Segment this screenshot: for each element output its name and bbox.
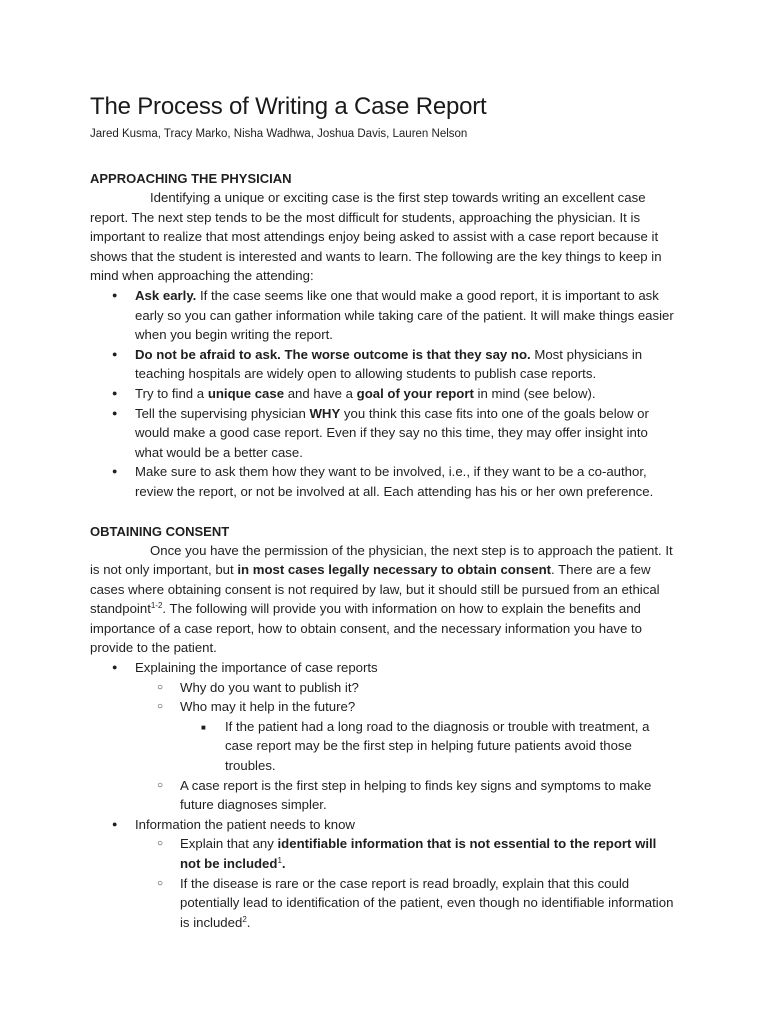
item-text: Explaining the importance of case reports — [135, 660, 378, 676]
section-heading-approaching: APPROACHING THE PHYSICIAN — [90, 171, 292, 186]
list-item — [135, 874, 678, 933]
author-list: Jared Kusma, Tracy Marko, Nisha Wadhwa, Joshua Davis, Lauren Nelson — [90, 128, 468, 140]
item-text: A case report is the first step in helping to finds key signs and symptoms to make future diagnoses simpler. — [180, 777, 652, 813]
key-points-list — [90, 286, 678, 502]
bold-text: unique case — [207, 385, 285, 401]
list-item — [135, 834, 678, 873]
intro-text: . The following will provide you with information on how to explain the benefits and importance of a case report, how to obtain consent, and the necessary information you have to provide to the patient. — [90, 601, 643, 656]
item-text: Explain that any — [180, 836, 278, 852]
bold-text: goal of your report — [356, 385, 474, 401]
item-text: you think this case fits into one of the goals below or would make a good case report. Even if they say no this time, they may offer insight into what would be a better case. — [135, 405, 649, 460]
list-item — [135, 776, 678, 815]
list-item — [90, 462, 678, 501]
item-text: If the disease is rare or the case report is read broadly, explain that this could potentially lead to identification of the patient, even though no identifiable information is included — [180, 875, 674, 930]
consent-outline — [90, 658, 678, 932]
section-intro-approaching: Identifying a unique or exciting case is the first step towards writing an excellent case report. The next step tends to be the most difficult for students, approaching the physician. It is important to realize that most attendings enjoy being asked to assist with a case report because it shows that the student is interested and wants to learn. The following are the key things to keep in mind when approaching the attending: — [90, 190, 662, 284]
item-text: If the case seems like one that would make a good report, it is important to ask early so you can gather information while taking care of the patient. It will make things easier when you begin writing the report. — [135, 287, 674, 343]
bold-text: WHY — [309, 405, 341, 421]
bold-text: identifiable information that is not essential to the report will not be included — [180, 836, 657, 871]
sub-list — [135, 834, 678, 932]
bold-text: Ask early. — [135, 287, 197, 303]
item-text: Tell the supervising physician — [135, 405, 310, 421]
section-intro-consent — [90, 541, 678, 659]
citation-superscript: 1 — [277, 856, 282, 865]
list-item — [180, 717, 678, 776]
item-text: . — [246, 914, 251, 930]
list-item — [90, 404, 678, 463]
citation-superscript: 2 — [242, 914, 247, 924]
section-heading-consent: OBTAINING CONSENT — [90, 523, 230, 539]
item-text: and have a — [284, 385, 357, 401]
document-title: The Process of Writing a Case Report — [90, 93, 487, 120]
list-item — [135, 697, 678, 775]
list-item — [90, 286, 678, 345]
list-item — [135, 678, 678, 698]
intro-text: Once you have the permission of the physician, the next step is to approach the patient. It is not only important, but — [90, 542, 673, 578]
list-item — [90, 384, 678, 404]
citation-superscript: 1-2 — [150, 601, 163, 611]
item-text: If the patient had a long road to the diagnosis or trouble with treatment, a case report may be the first step in helping future patients avoid those troubles. — [225, 718, 650, 774]
list-item — [90, 345, 678, 384]
list-item — [90, 815, 678, 933]
bold-text: . — [281, 856, 286, 871]
item-text: Try to find a — [135, 385, 208, 401]
item-text: in mind (see below). — [473, 385, 596, 401]
list-item — [90, 658, 678, 815]
bold-text: in most cases legally necessary to obtain consent — [237, 562, 552, 578]
sub-sub-list — [180, 717, 678, 776]
item-text: Make sure to ask them how they want to be involved, i.e., if they want to be a co-author, review the report, or not be involved at all. Each attending has his or her own preference. — [135, 464, 654, 499]
intro-text: . There are a few cases where obtaining consent is not required by law, but it should still be pursued from an ethical standpoint — [90, 562, 660, 617]
item-text: Why do you want to publish it? — [180, 679, 359, 695]
bold-text: Do not be afraid to ask. The worse outcome is that they say no. — [135, 346, 531, 362]
sub-list — [135, 678, 678, 815]
item-text: Who may it help in the future? — [180, 699, 356, 715]
item-text: Information the patient needs to know — [135, 816, 355, 832]
item-text: Most physicians in teaching hospitals are widely open to allowing students to publish case reports. — [135, 346, 643, 382]
